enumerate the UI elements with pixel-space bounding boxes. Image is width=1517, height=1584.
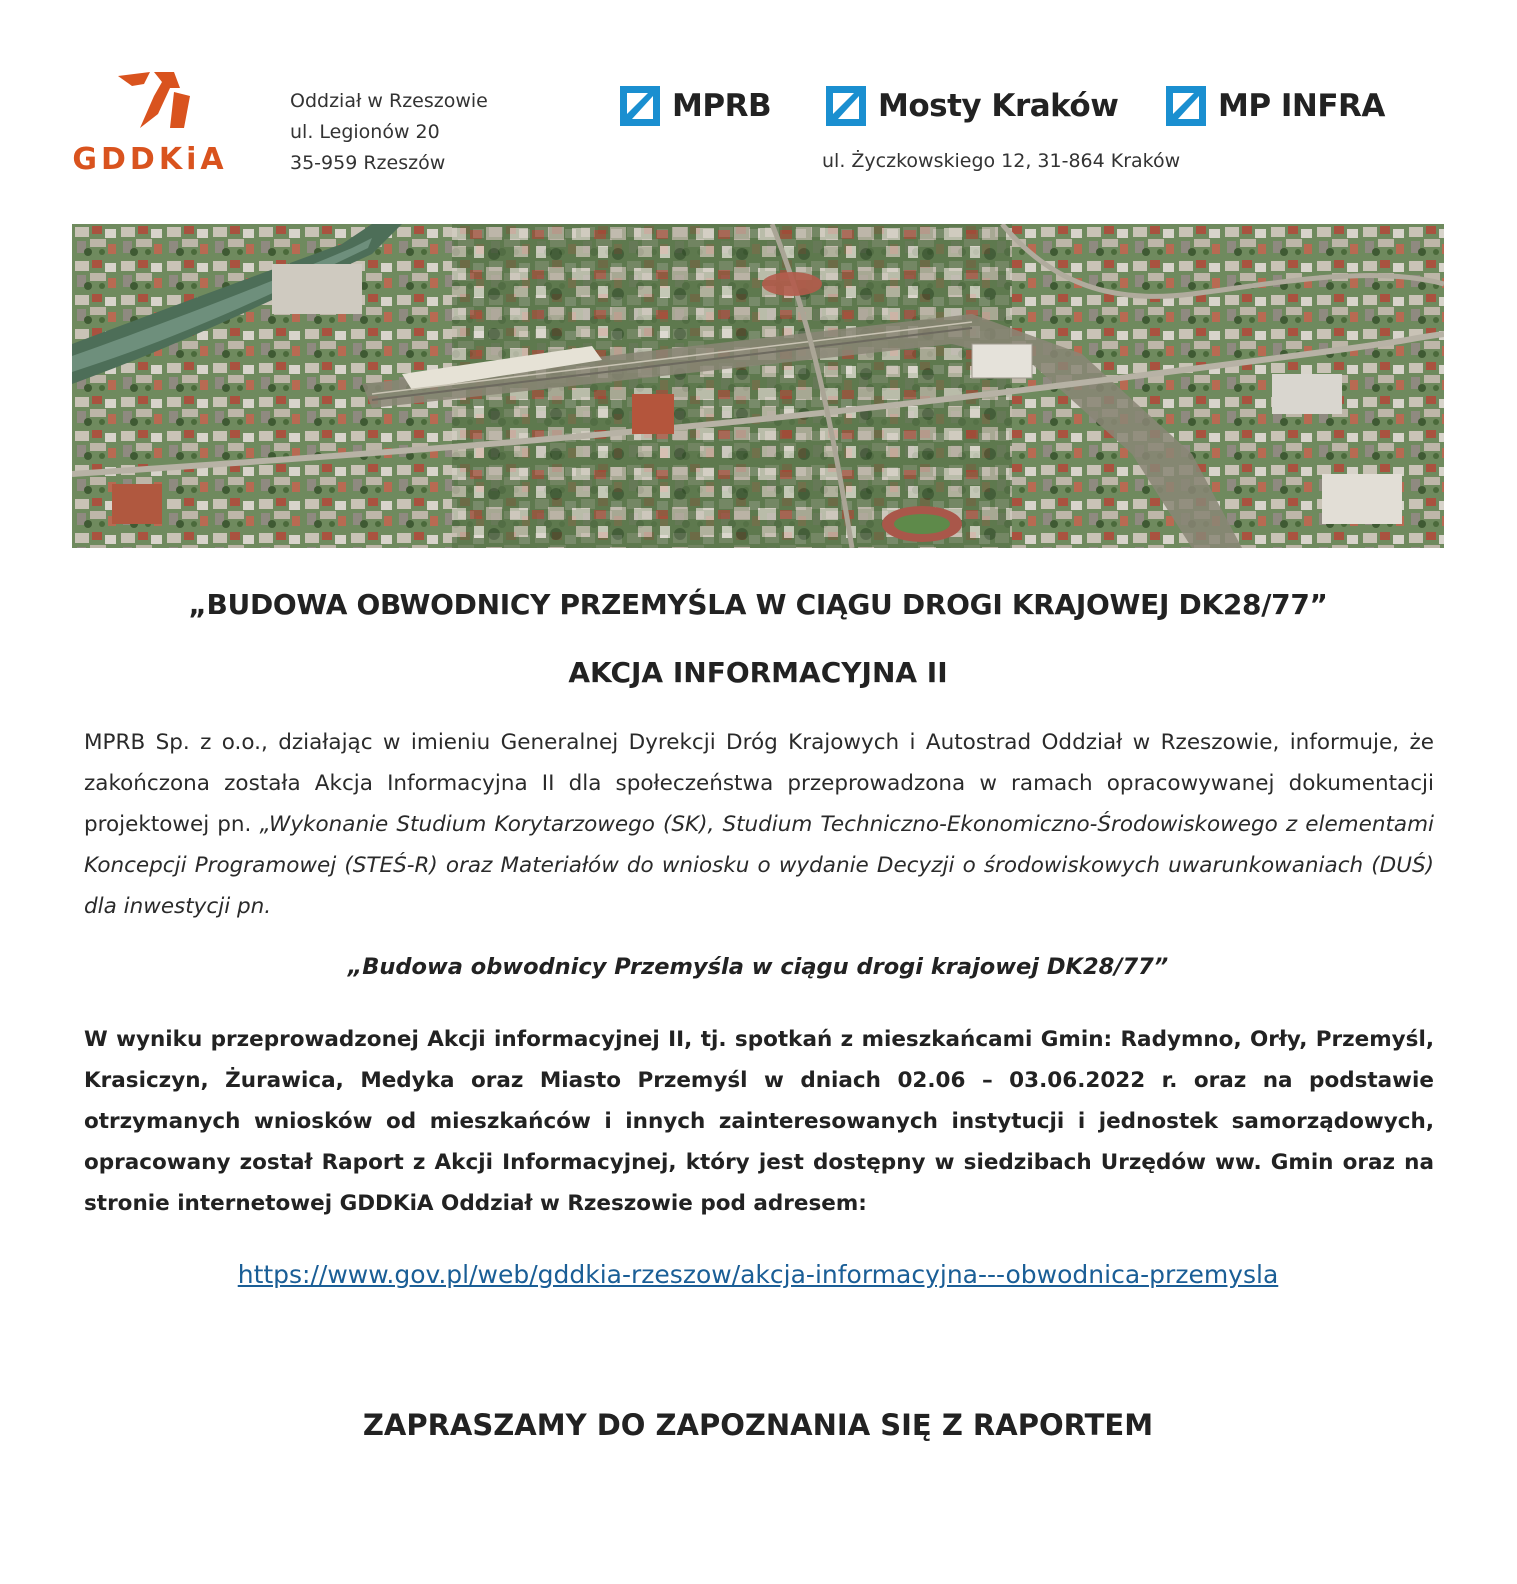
intro-text: MPRB Sp. z o.o., działając w imieniu Generalnej Dyrekcji Dróg Krajowych i Autostrad Oddział w Rzeszowie, informuje, że zakończona została Akcja Informacyjna II dla społeczeństwa przeprowadzona w ramach opracowywanej dokumentacji projektowej pn. [84,730,1434,837]
document-title: „BUDOWA OBWODNICY PRZEMYŚLA W CIĄGU DROGI KRAJOWEJ DK28/77” [188,588,1328,621]
address-line: ul. Legionów 20 [290,121,440,143]
brand-square-slash-icon [620,86,660,126]
address-line: Oddział w Rzeszowie [290,90,488,112]
gddkia-address [290,86,488,179]
brand-mosty-krakow [826,84,1118,128]
brand-square-slash-icon [1166,86,1206,126]
address-line: 35-959 Rzeszów [290,152,446,174]
gddkia-wordmark: GDDKiA [72,142,228,177]
brand-logos [620,84,1420,128]
brand-square-slash-icon [826,86,866,126]
gddkia-logo [64,68,236,180]
brand-address: ul. Życzkowskiego 12, 31-864 Kraków [822,150,1181,172]
document-subtitle: AKCJA INFORMACYJNA II [568,656,948,689]
gddkia-eagle-icon [114,70,194,132]
intro-paragraph [84,722,1434,927]
aerial-city-photo [72,224,1444,548]
intro-italic-text: „Wykonanie Studium Korytarzowego (SK), Studium Techniczno-Ekonomiczno-Środowiskowego z elementami Koncepcji Programowej (STEŚ-R) oraz Materiałów do wniosku o wydanie Decyzji o środowiskowych uwarunkowaniach (DUŚ) dla inwestycji pn. [84,812,1434,919]
result-paragraph: W wyniku przeprowadzonej Akcji informacyjnej II, tj. spotkań z mieszkańcami Gmin: Radymno, Orły, Przemyśl, Krasiczyn, Żurawica, Medyka oraz Miasto Przemyśl w dniach 02.06 – 03.06.2022 r. oraz na podstawie otrzymanych wniosków od mieszkańców i innych zainteresowanych instytucji i jednostek samorządowych, opracowany został Raport z Akcji Informacyjnej, który jest dostępny w siedzibach Urzędów ww. Gmin oraz na stronie internetowej GDDKiA Oddział w Rzeszowie pod adresem: [84,1027,1434,1216]
report-link[interactable]: https://www.gov.pl/web/gddkia-rzeszow/akcja-informacyjna---obwodnica-przemysla [237,1260,1279,1289]
closing-invitation: ZAPRASZAMY DO ZAPOZNANIA SIĘ Z RAPORTEM [362,1408,1154,1442]
brand-name: Mosty Kraków [878,88,1119,124]
brand-name: MPRB [672,88,772,124]
brand-mp-infra [1166,84,1385,128]
project-name: „Budowa obwodnicy Przemyśla w ciągu drogi krajowej DK28/77” [347,954,1169,980]
brand-mprb [620,84,771,128]
brand-name: MP INFRA [1218,88,1385,124]
